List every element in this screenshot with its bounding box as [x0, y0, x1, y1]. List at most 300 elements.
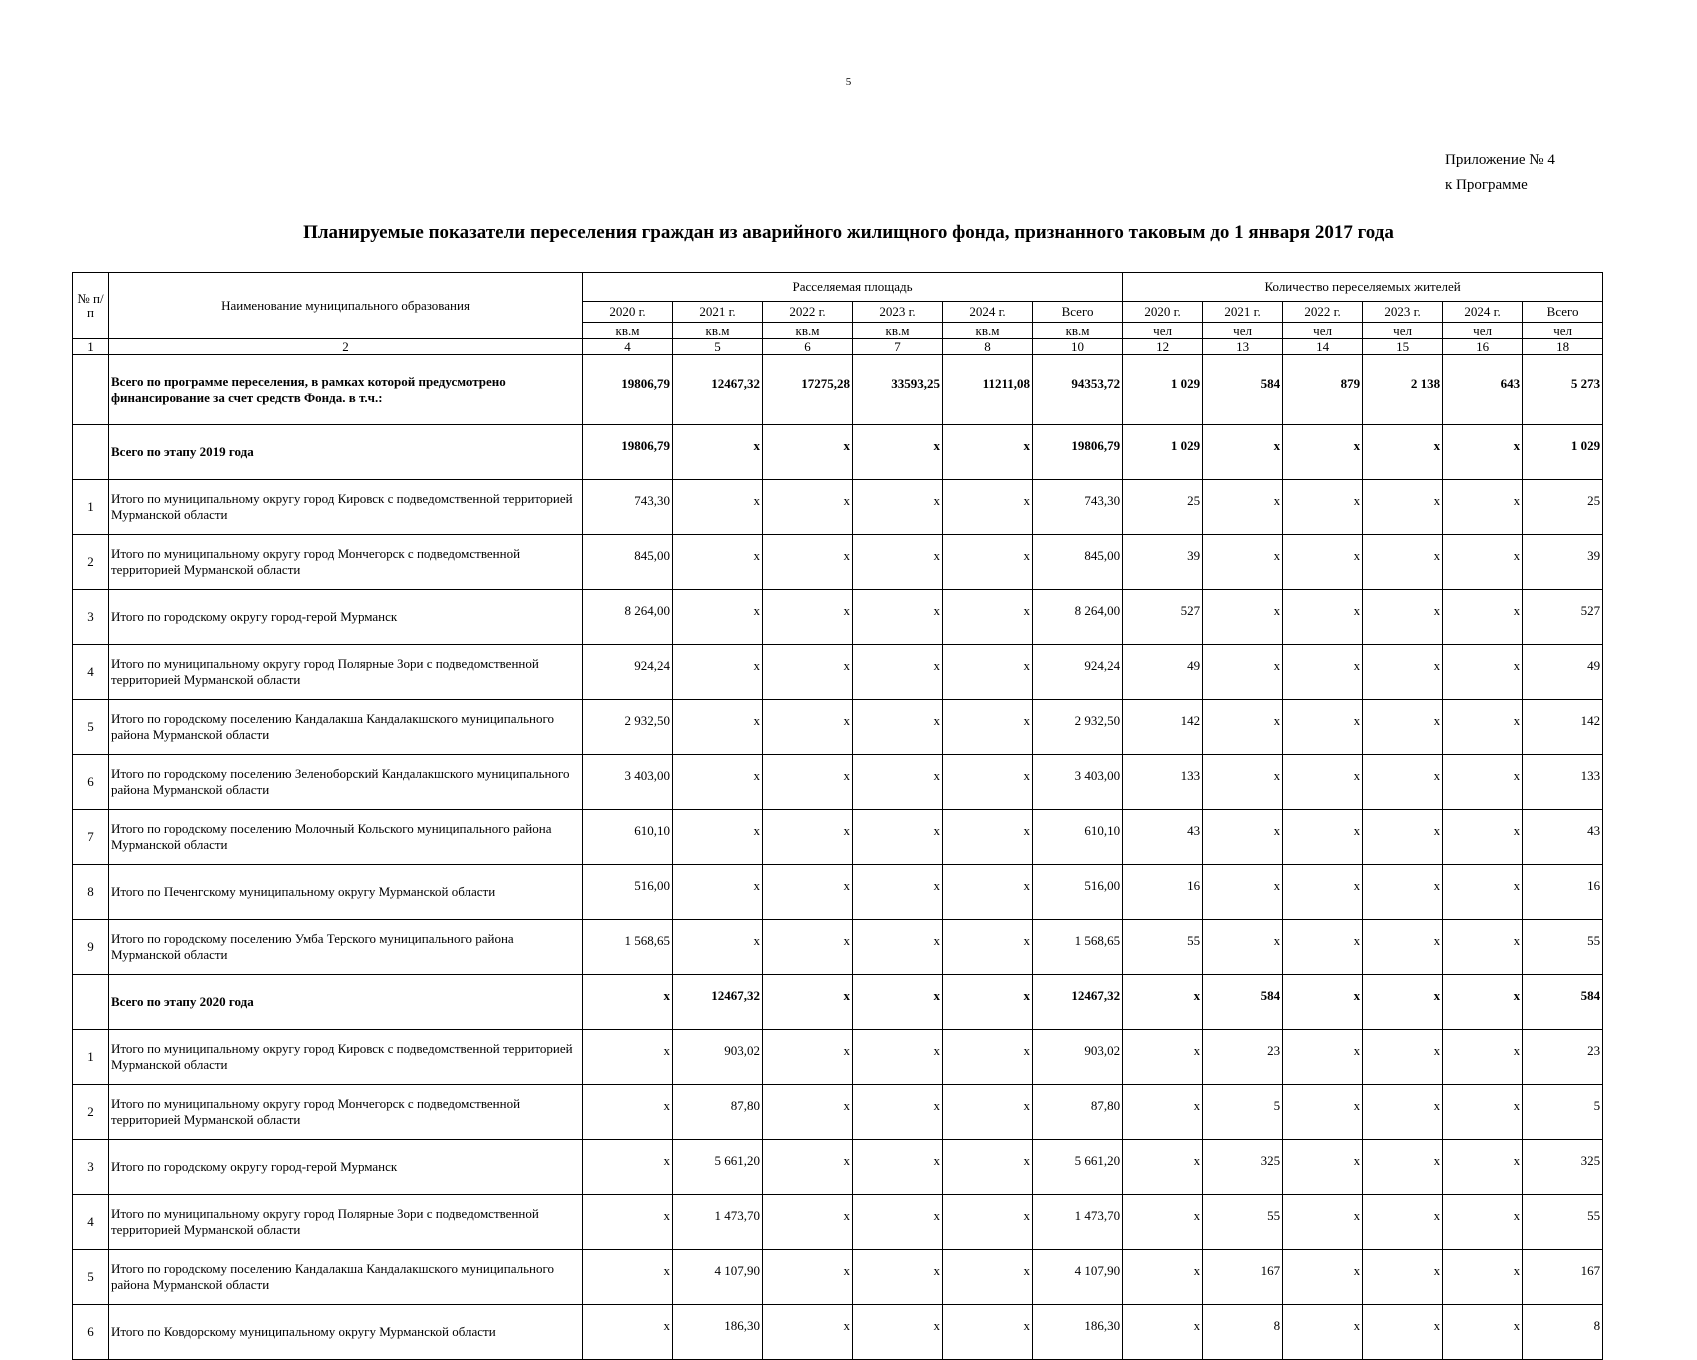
row-number: 1	[73, 1030, 109, 1085]
municipality-name: Итого по муниципальному округу город Мончегорск с подведомственной территорией Мурманской области	[109, 535, 583, 590]
area-value-cell: 610,10	[583, 810, 673, 865]
area-value-cell: x	[853, 1030, 943, 1085]
people-value-cell: x	[1203, 590, 1283, 645]
people-value-cell: x	[1363, 920, 1443, 975]
area-value-cell: x	[853, 975, 943, 1030]
people-value-cell: x	[1203, 480, 1283, 535]
area-value-cell: x	[853, 1195, 943, 1250]
header-column-number: 2	[109, 339, 583, 355]
area-value-cell: 2 932,50	[583, 700, 673, 755]
people-value-cell: 39	[1123, 535, 1203, 590]
row-number: 2	[73, 1085, 109, 1140]
people-value-cell: x	[1283, 645, 1363, 700]
people-value-cell: 55	[1523, 1195, 1603, 1250]
people-value-cell: 1 029	[1123, 355, 1203, 425]
area-value-cell: x	[943, 700, 1033, 755]
people-value-cell: x	[1363, 535, 1443, 590]
area-value-cell: 903,02	[1033, 1030, 1123, 1085]
municipality-name: Итого по муниципальному округу город Кировск с подведомственной территорией Мурманской области	[109, 480, 583, 535]
people-value-cell: x	[1123, 1085, 1203, 1140]
area-value-cell: 3 403,00	[1033, 755, 1123, 810]
area-value-cell: x	[943, 975, 1033, 1030]
people-value-cell: 167	[1523, 1250, 1603, 1305]
area-value-cell: x	[943, 1250, 1033, 1305]
people-value-cell: x	[1363, 700, 1443, 755]
header-unit-cell: кв.м	[673, 323, 763, 339]
area-value-cell: x	[853, 1250, 943, 1305]
header-unit-cell: чел	[1123, 323, 1203, 339]
people-value-cell: x	[1283, 535, 1363, 590]
people-value-cell: x	[1443, 1085, 1523, 1140]
area-value-cell: x	[853, 810, 943, 865]
people-value-cell: 5	[1203, 1085, 1283, 1140]
people-value-cell: 584	[1203, 355, 1283, 425]
area-value-cell: 12467,32	[1033, 975, 1123, 1030]
area-value-cell: 87,80	[1033, 1085, 1123, 1140]
people-value-cell: 16	[1523, 865, 1603, 920]
area-value-cell: x	[763, 975, 853, 1030]
header-unit-cell: кв.м	[943, 323, 1033, 339]
header-year-cell: Всего	[1033, 302, 1123, 323]
page-number: 5	[845, 76, 852, 88]
area-value-cell: 8 264,00	[583, 590, 673, 645]
row-number: 7	[73, 810, 109, 865]
area-value-cell: 186,30	[673, 1305, 763, 1360]
table-row	[73, 590, 1603, 645]
people-value-cell: x	[1203, 645, 1283, 700]
people-value-cell: x	[1363, 1195, 1443, 1250]
people-value-cell: 2 138	[1363, 355, 1443, 425]
people-value-cell: 8	[1203, 1305, 1283, 1360]
header-row-column-numbers	[73, 339, 1603, 355]
header-num: № п/п	[73, 273, 109, 339]
people-value-cell: x	[1363, 755, 1443, 810]
area-value-cell: x	[943, 535, 1033, 590]
people-value-cell: 25	[1123, 480, 1203, 535]
people-value-cell: 879	[1283, 355, 1363, 425]
area-value-cell: x	[763, 755, 853, 810]
table-row	[73, 920, 1603, 975]
people-value-cell: x	[1363, 810, 1443, 865]
area-value-cell: x	[943, 480, 1033, 535]
people-value-cell: x	[1123, 1030, 1203, 1085]
table-row	[73, 1030, 1603, 1085]
row-number: 2	[73, 535, 109, 590]
people-value-cell: x	[1363, 1250, 1443, 1305]
header-column-number: 10	[1033, 339, 1123, 355]
people-value-cell: x	[1283, 1085, 1363, 1140]
area-value-cell: x	[583, 1195, 673, 1250]
area-value-cell: x	[673, 920, 763, 975]
area-value-cell: 516,00	[583, 865, 673, 920]
people-value-cell: x	[1363, 1140, 1443, 1195]
area-value-cell: 87,80	[673, 1085, 763, 1140]
header-column-number: 18	[1523, 339, 1603, 355]
people-value-cell: x	[1283, 755, 1363, 810]
area-value-cell: x	[673, 755, 763, 810]
table-row	[73, 1305, 1603, 1360]
municipality-name: Итого по городскому поселению Зеленоборский Кандалакшского муниципального района Мурманской области	[109, 755, 583, 810]
table-total-row	[73, 355, 1603, 425]
appendix-note	[1445, 148, 1555, 198]
row-number	[73, 425, 109, 480]
area-value-cell: x	[763, 1305, 853, 1360]
table-row	[73, 1140, 1603, 1195]
row-number: 5	[73, 700, 109, 755]
area-value-cell: 5 661,20	[1033, 1140, 1123, 1195]
header-area-group: Расселяемая площадь	[583, 273, 1123, 302]
area-value-cell: 903,02	[673, 1030, 763, 1085]
row-number: 6	[73, 755, 109, 810]
people-value-cell: x	[1363, 1085, 1443, 1140]
area-value-cell: 19806,79	[1033, 425, 1123, 480]
people-value-cell: x	[1203, 920, 1283, 975]
people-value-cell: x	[1283, 920, 1363, 975]
area-value-cell: 4 107,90	[1033, 1250, 1123, 1305]
area-value-cell: x	[763, 1195, 853, 1250]
people-value-cell: x	[1123, 975, 1203, 1030]
area-value-cell: x	[763, 810, 853, 865]
people-value-cell: 325	[1523, 1140, 1603, 1195]
header-year-cell: 2022 г.	[1283, 302, 1363, 323]
people-value-cell: 43	[1123, 810, 1203, 865]
area-value-cell: 924,24	[1033, 645, 1123, 700]
header-column-number: 15	[1363, 339, 1443, 355]
resettlement-table	[72, 272, 1603, 1360]
municipality-name: Итого по городскому поселению Умба Терского муниципального района Мурманской области	[109, 920, 583, 975]
table-row	[73, 1250, 1603, 1305]
area-value-cell: 12467,32	[673, 355, 763, 425]
people-value-cell: x	[1363, 865, 1443, 920]
people-value-cell: x	[1203, 755, 1283, 810]
header-year-cell: Всего	[1523, 302, 1603, 323]
appendix-line-2: к Программе	[1445, 177, 1528, 193]
people-value-cell: x	[1363, 1030, 1443, 1085]
people-value-cell: x	[1443, 920, 1523, 975]
people-value-cell: 55	[1123, 920, 1203, 975]
people-value-cell: 133	[1523, 755, 1603, 810]
header-unit-cell: чел	[1203, 323, 1283, 339]
municipality-name: Итого по городскому поселению Молочный Кольского муниципального района Мурманской области	[109, 810, 583, 865]
people-value-cell: x	[1443, 1140, 1523, 1195]
people-value-cell: x	[1283, 1195, 1363, 1250]
municipality-name: Итого по городскому поселению Кандалакша Кандалакшского муниципального района Мурманской области	[109, 700, 583, 755]
people-value-cell: 5 273	[1523, 355, 1603, 425]
area-value-cell: x	[763, 865, 853, 920]
area-value-cell: x	[943, 810, 1033, 865]
area-value-cell: 1 473,70	[1033, 1195, 1123, 1250]
header-year-cell: 2024 г.	[1443, 302, 1523, 323]
table-row	[73, 810, 1603, 865]
area-value-cell: x	[673, 810, 763, 865]
municipality-name: Итого по муниципальному округу город Полярные Зори с подведомственной территорией Мурманской области	[109, 645, 583, 700]
area-value-cell: x	[853, 645, 943, 700]
area-value-cell: x	[853, 480, 943, 535]
area-value-cell: 924,24	[583, 645, 673, 700]
area-value-cell: 11211,08	[943, 355, 1033, 425]
area-value-cell: 743,30	[1033, 480, 1123, 535]
municipality-name: Итого по городскому округу город-герой Мурманск	[109, 1140, 583, 1195]
header-people-group: Количество переселяемых жителей	[1123, 273, 1603, 302]
header-unit-cell: чел	[1283, 323, 1363, 339]
people-value-cell: x	[1443, 865, 1523, 920]
area-value-cell: 845,00	[1033, 535, 1123, 590]
people-value-cell: x	[1363, 645, 1443, 700]
header-unit-cell: кв.м	[583, 323, 673, 339]
header-unit-cell: чел	[1363, 323, 1443, 339]
area-value-cell: x	[763, 1140, 853, 1195]
people-value-cell: x	[1283, 1030, 1363, 1085]
area-value-cell: 33593,25	[853, 355, 943, 425]
header-column-number: 7	[853, 339, 943, 355]
people-value-cell: x	[1363, 480, 1443, 535]
people-value-cell: x	[1123, 1195, 1203, 1250]
row-number: 6	[73, 1305, 109, 1360]
people-value-cell: 25	[1523, 480, 1603, 535]
header-unit-cell: чел	[1443, 323, 1523, 339]
header-year-cell: 2021 г.	[673, 302, 763, 323]
municipality-name: Всего по программе переселения, в рамках которой предусмотрено финансирование за счет средств Фонда. в т.ч.:	[109, 355, 583, 425]
people-value-cell: 584	[1523, 975, 1603, 1030]
area-value-cell: x	[673, 480, 763, 535]
people-value-cell: 142	[1123, 700, 1203, 755]
area-value-cell: x	[943, 1140, 1033, 1195]
area-value-cell: 19806,79	[583, 355, 673, 425]
header-column-number: 8	[943, 339, 1033, 355]
people-value-cell: 43	[1523, 810, 1603, 865]
people-value-cell: 142	[1523, 700, 1603, 755]
people-value-cell: x	[1283, 700, 1363, 755]
people-value-cell: 133	[1123, 755, 1203, 810]
people-value-cell: 527	[1123, 590, 1203, 645]
row-number: 3	[73, 1140, 109, 1195]
people-value-cell: x	[1363, 590, 1443, 645]
area-value-cell: x	[943, 1195, 1033, 1250]
people-value-cell: x	[1123, 1250, 1203, 1305]
people-value-cell: x	[1363, 975, 1443, 1030]
people-value-cell: x	[1443, 1250, 1523, 1305]
people-value-cell: 167	[1203, 1250, 1283, 1305]
row-number: 1	[73, 480, 109, 535]
people-value-cell: 325	[1203, 1140, 1283, 1195]
area-value-cell: x	[853, 1085, 943, 1140]
area-value-cell: 845,00	[583, 535, 673, 590]
table-total-row	[73, 425, 1603, 480]
people-value-cell: 55	[1203, 1195, 1283, 1250]
municipality-name: Итого по муниципальному округу город Мончегорск с подведомственной территорией Мурманской области	[109, 1085, 583, 1140]
area-value-cell: x	[853, 700, 943, 755]
people-value-cell: 16	[1123, 865, 1203, 920]
area-value-cell: 94353,72	[1033, 355, 1123, 425]
header-year-cell: 2022 г.	[763, 302, 853, 323]
area-value-cell: x	[943, 755, 1033, 810]
area-value-cell: 5 661,20	[673, 1140, 763, 1195]
municipality-name: Итого по муниципальному округу город Кировск с подведомственной территорией Мурманской области	[109, 1030, 583, 1085]
table-row	[73, 865, 1603, 920]
header-column-number: 13	[1203, 339, 1283, 355]
row-number: 5	[73, 1250, 109, 1305]
header-year-cell: 2021 г.	[1203, 302, 1283, 323]
people-value-cell: 49	[1123, 645, 1203, 700]
area-value-cell: x	[943, 425, 1033, 480]
municipality-name: Всего по этапу 2019 года	[109, 425, 583, 480]
area-value-cell: x	[763, 1030, 853, 1085]
area-value-cell: x	[763, 590, 853, 645]
municipality-name: Всего по этапу 2020 года	[109, 975, 583, 1030]
people-value-cell: x	[1443, 1305, 1523, 1360]
people-value-cell: x	[1363, 425, 1443, 480]
area-value-cell: 4 107,90	[673, 1250, 763, 1305]
area-value-cell: x	[673, 700, 763, 755]
header-column-number: 6	[763, 339, 853, 355]
area-value-cell: 8 264,00	[1033, 590, 1123, 645]
area-value-cell: 3 403,00	[583, 755, 673, 810]
people-value-cell: 23	[1523, 1030, 1603, 1085]
header-row-groups	[73, 273, 1603, 302]
people-value-cell: x	[1123, 1305, 1203, 1360]
area-value-cell: x	[673, 535, 763, 590]
area-value-cell: x	[673, 590, 763, 645]
header-name: Наименование муниципального образования	[109, 273, 583, 339]
area-value-cell: x	[943, 1305, 1033, 1360]
people-value-cell: x	[1443, 975, 1523, 1030]
people-value-cell: 643	[1443, 355, 1523, 425]
header-unit-cell: кв.м	[763, 323, 853, 339]
row-number	[73, 975, 109, 1030]
area-value-cell: x	[763, 1250, 853, 1305]
area-value-cell: x	[673, 425, 763, 480]
people-value-cell: 8	[1523, 1305, 1603, 1360]
people-value-cell: x	[1443, 645, 1523, 700]
municipality-name: Итого по городскому поселению Кандалакша Кандалакшского муниципального района Мурманской области	[109, 1250, 583, 1305]
area-value-cell: x	[853, 535, 943, 590]
people-value-cell: x	[1203, 700, 1283, 755]
people-value-cell: x	[1283, 1140, 1363, 1195]
header-column-number: 12	[1123, 339, 1203, 355]
people-value-cell: 23	[1203, 1030, 1283, 1085]
area-value-cell: x	[583, 1030, 673, 1085]
row-number: 8	[73, 865, 109, 920]
people-value-cell: x	[1443, 480, 1523, 535]
area-value-cell: x	[853, 865, 943, 920]
people-value-cell: 39	[1523, 535, 1603, 590]
municipality-name: Итого по городскому округу город-герой Мурманск	[109, 590, 583, 645]
people-value-cell: 527	[1523, 590, 1603, 645]
area-value-cell: x	[943, 920, 1033, 975]
area-value-cell: 1 473,70	[673, 1195, 763, 1250]
people-value-cell: x	[1443, 535, 1523, 590]
area-value-cell: x	[673, 645, 763, 700]
header-column-number: 1	[73, 339, 109, 355]
area-value-cell: x	[853, 590, 943, 645]
header-column-number: 4	[583, 339, 673, 355]
header-unit-cell: кв.м	[1033, 323, 1123, 339]
area-value-cell: x	[583, 1305, 673, 1360]
header-column-number: 14	[1283, 339, 1363, 355]
area-value-cell: x	[943, 645, 1033, 700]
people-value-cell: 49	[1523, 645, 1603, 700]
people-value-cell: 1 029	[1123, 425, 1203, 480]
people-value-cell: x	[1283, 425, 1363, 480]
area-value-cell: x	[853, 1305, 943, 1360]
area-value-cell: 186,30	[1033, 1305, 1123, 1360]
people-value-cell: x	[1283, 1305, 1363, 1360]
people-value-cell: x	[1203, 535, 1283, 590]
area-value-cell: x	[583, 1250, 673, 1305]
header-year-cell: 2020 г.	[583, 302, 673, 323]
table-row	[73, 535, 1603, 590]
area-value-cell: x	[763, 1085, 853, 1140]
header-column-number: 5	[673, 339, 763, 355]
people-value-cell: x	[1443, 700, 1523, 755]
row-number: 3	[73, 590, 109, 645]
people-value-cell: 5	[1523, 1085, 1603, 1140]
table-row	[73, 480, 1603, 535]
area-value-cell: 12467,32	[673, 975, 763, 1030]
area-value-cell: x	[853, 1140, 943, 1195]
people-value-cell: 1 029	[1523, 425, 1603, 480]
people-value-cell: x	[1443, 755, 1523, 810]
row-number: 4	[73, 645, 109, 700]
area-value-cell: 19806,79	[583, 425, 673, 480]
table-row	[73, 645, 1603, 700]
area-value-cell: x	[853, 755, 943, 810]
header-unit-cell: кв.м	[853, 323, 943, 339]
header-column-number: 16	[1443, 339, 1523, 355]
municipality-name: Итого по Ковдорскому муниципальному округу Мурманской области	[109, 1305, 583, 1360]
area-value-cell: 743,30	[583, 480, 673, 535]
people-value-cell: x	[1443, 590, 1523, 645]
people-value-cell: x	[1443, 1195, 1523, 1250]
area-value-cell: x	[943, 590, 1033, 645]
area-value-cell: x	[673, 865, 763, 920]
header-year-cell: 2023 г.	[1363, 302, 1443, 323]
area-value-cell: 610,10	[1033, 810, 1123, 865]
area-value-cell: x	[763, 700, 853, 755]
people-value-cell: x	[1203, 425, 1283, 480]
area-value-cell: 1 568,65	[583, 920, 673, 975]
header-unit-cell: чел	[1523, 323, 1603, 339]
table-body	[73, 355, 1603, 1360]
area-value-cell: x	[763, 535, 853, 590]
header-year-cell: 2023 г.	[853, 302, 943, 323]
area-value-cell: x	[763, 920, 853, 975]
table-row	[73, 700, 1603, 755]
people-value-cell: x	[1283, 1250, 1363, 1305]
people-value-cell: x	[1283, 480, 1363, 535]
area-value-cell: 1 568,65	[1033, 920, 1123, 975]
people-value-cell: 584	[1203, 975, 1283, 1030]
document-title: Планируемые показатели переселения граждан из аварийного жилищного фонда, признанного таковым до 1 января 2017 года	[303, 222, 1394, 243]
area-value-cell: x	[583, 975, 673, 1030]
table-row	[73, 1195, 1603, 1250]
area-value-cell: 516,00	[1033, 865, 1123, 920]
area-value-cell: x	[853, 425, 943, 480]
people-value-cell: x	[1283, 590, 1363, 645]
municipality-name: Итого по муниципальному округу город Полярные Зори с подведомственной территорией Мурманской области	[109, 1195, 583, 1250]
table-row	[73, 1085, 1603, 1140]
area-value-cell: x	[943, 1030, 1033, 1085]
people-value-cell: x	[1203, 810, 1283, 865]
area-value-cell: 17275,28	[763, 355, 853, 425]
header-year-cell: 2024 г.	[943, 302, 1033, 323]
area-value-cell: x	[763, 645, 853, 700]
area-value-cell: x	[763, 425, 853, 480]
people-value-cell: x	[1203, 865, 1283, 920]
people-value-cell: x	[1283, 975, 1363, 1030]
people-value-cell: 55	[1523, 920, 1603, 975]
area-value-cell: x	[943, 865, 1033, 920]
